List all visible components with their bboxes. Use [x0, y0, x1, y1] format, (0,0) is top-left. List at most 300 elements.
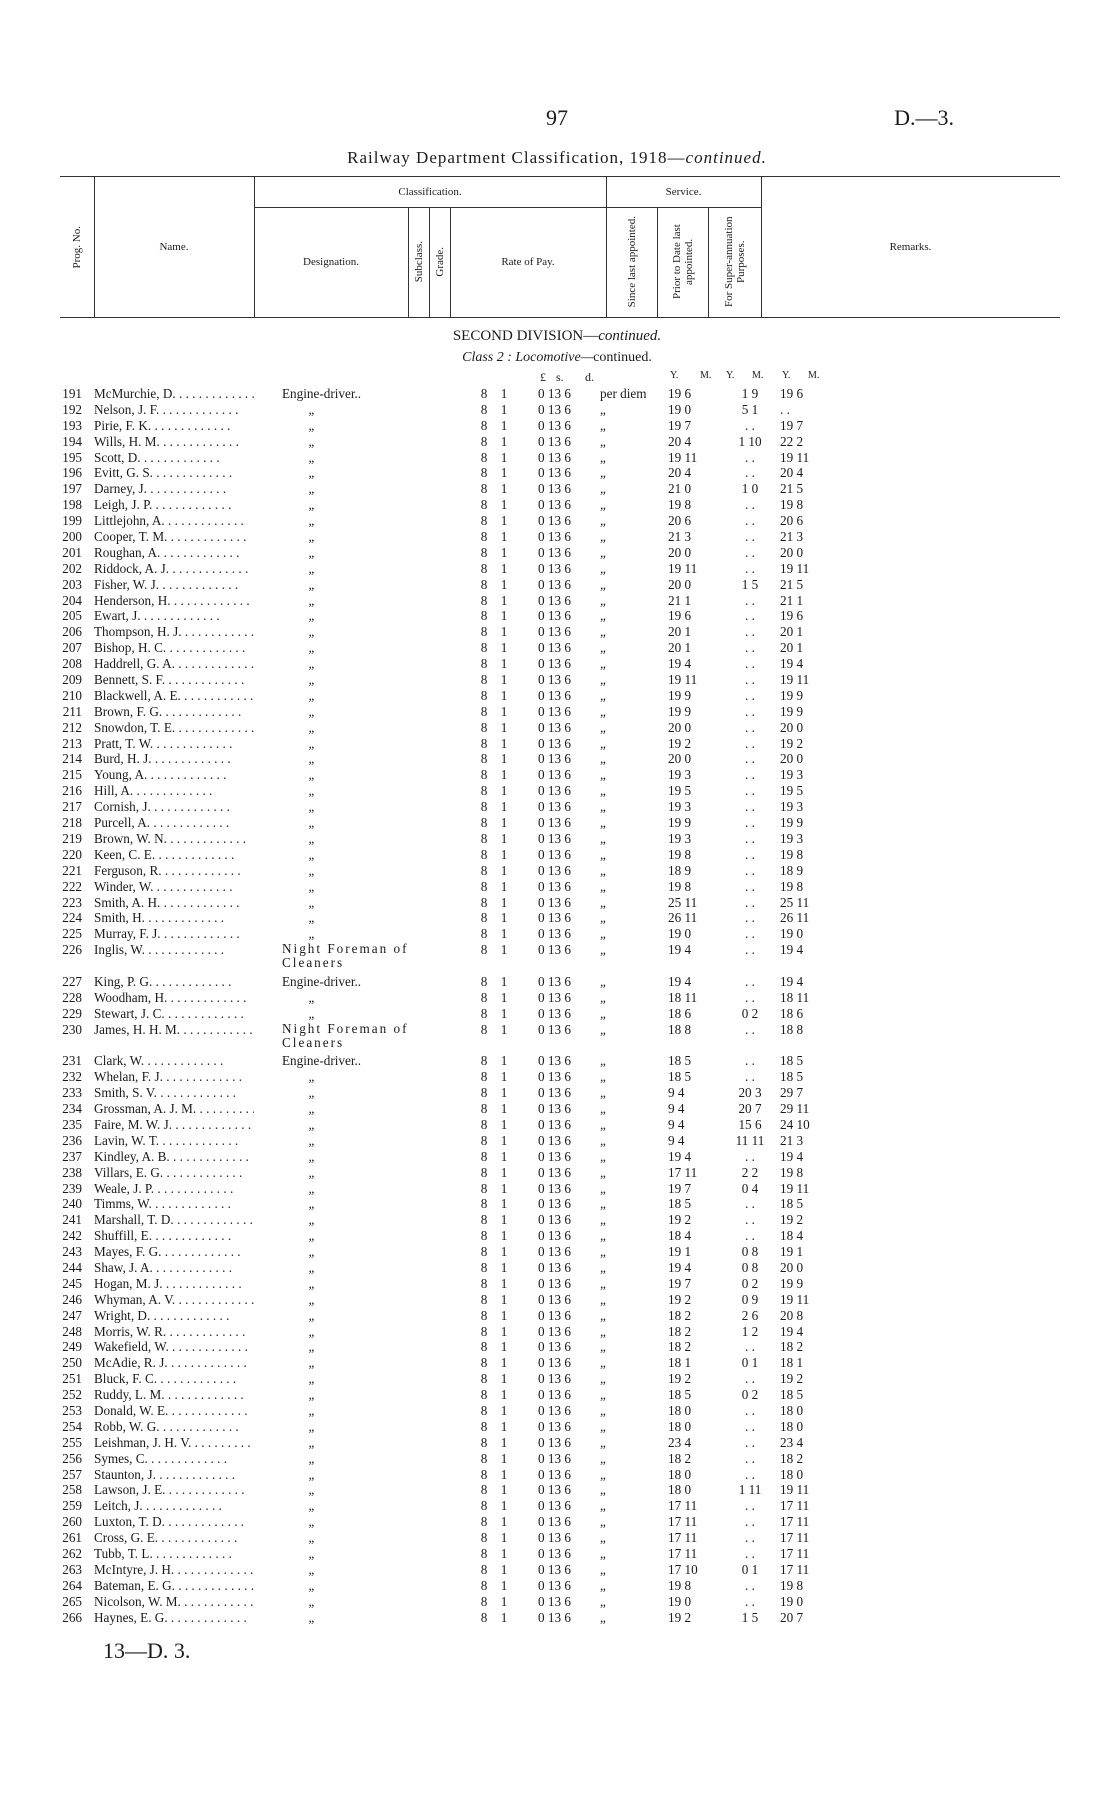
service-superannuation: 17 11 — [780, 1546, 810, 1562]
employee-name: Pratt, T. W. . . — [94, 736, 254, 752]
employee-name: Brown, W. N. . . — [94, 831, 254, 847]
table-row — [0, 1419, 1114, 1435]
service-since-appointed: 18 0 — [668, 1403, 692, 1419]
grade: 1 — [500, 1101, 508, 1117]
designation: „ — [308, 417, 316, 433]
pay-period: „ — [600, 815, 606, 831]
service-prior-to-appointment: . . — [745, 767, 755, 783]
designation: „ — [308, 576, 316, 592]
subclass: 8 — [480, 656, 488, 672]
service-superannuation: 18 2 — [780, 1339, 804, 1355]
table-row — [0, 1467, 1114, 1483]
subclass: 8 — [480, 1546, 488, 1562]
service-since-appointed: 20 0 — [668, 576, 692, 592]
service-prior-to-appointment: 0 8 — [741, 1244, 759, 1260]
prog-no: 215 — [62, 767, 82, 783]
grade: 1 — [500, 1228, 508, 1244]
pay-period: „ — [600, 767, 606, 783]
table-row — [0, 1069, 1114, 1085]
table-row — [0, 1530, 1114, 1546]
designation: „ — [308, 1466, 316, 1482]
subclass: 8 — [480, 1117, 488, 1132]
subclass: 8 — [480, 926, 488, 942]
service-since-appointed: 19 4 — [668, 942, 692, 958]
pay-period: „ — [600, 1085, 606, 1101]
service-superannuation: 18 2 — [780, 1450, 804, 1466]
designation: „ — [308, 401, 316, 417]
table-row — [0, 624, 1114, 640]
grade: 1 — [500, 1244, 508, 1260]
service-since-appointed: 21 3 — [668, 529, 692, 545]
employee-name: Evitt, G. S. . . — [94, 465, 254, 481]
designation: „ — [308, 672, 316, 688]
service-superannuation: 20 0 — [780, 751, 804, 767]
employee-name: Whelan, F. J. . . — [94, 1069, 254, 1085]
service-prior-to-appointment: . . — [745, 529, 755, 545]
grade: 1 — [500, 687, 508, 703]
table-row — [0, 704, 1114, 720]
subclass: 8 — [480, 1085, 488, 1101]
designation: „ — [308, 624, 316, 640]
service-since-appointed: 19 2 — [668, 1609, 692, 1625]
prog-no: 235 — [62, 1117, 82, 1132]
table-row — [0, 434, 1114, 450]
grade: 1 — [500, 1514, 508, 1530]
rate-of-pay: 0 13 6 — [538, 417, 571, 433]
unit-pence: d. — [585, 370, 594, 384]
service-prior-to-appointment: . . — [745, 942, 755, 958]
grade: 1 — [500, 1387, 508, 1403]
prog-no: 262 — [62, 1546, 82, 1562]
grade: 1 — [500, 1418, 508, 1434]
rate-of-pay: 0 13 6 — [538, 1466, 571, 1482]
service-prior-to-appointment: . . — [745, 1069, 755, 1085]
service-prior-to-appointment: . . — [745, 973, 755, 989]
employee-name: Cross, G. E. . . — [94, 1530, 254, 1546]
service-superannuation: 18 5 — [780, 1387, 804, 1403]
designation: „ — [308, 751, 316, 767]
rate-of-pay: 0 13 6 — [538, 687, 571, 703]
rate-of-pay: 0 13 6 — [538, 1148, 571, 1164]
subclass: 8 — [480, 401, 488, 417]
designation: „ — [308, 1323, 316, 1339]
grade: 1 — [500, 1260, 508, 1276]
table-row — [0, 942, 1114, 974]
table-row — [0, 450, 1114, 466]
service-prior-to-appointment: . . — [745, 465, 755, 481]
grade: 1 — [500, 735, 508, 751]
grade: 1 — [500, 1117, 508, 1132]
service-prior-to-appointment: . . — [745, 1212, 755, 1228]
service-since-appointed: 18 5 — [668, 1053, 692, 1069]
rate-of-pay: 0 13 6 — [538, 1403, 571, 1419]
pay-period: „ — [600, 989, 606, 1005]
prog-no: 251 — [62, 1371, 82, 1387]
subclass: 8 — [480, 719, 488, 735]
service-prior-to-appointment: . . — [745, 862, 755, 878]
employee-name: Haddrell, G. A. . . — [94, 656, 254, 672]
employee-name: Marshall, T. D. . . — [94, 1212, 254, 1228]
grade: 1 — [500, 973, 508, 989]
pay-period: „ — [600, 640, 606, 656]
service-superannuation: 18 5 — [780, 1053, 804, 1069]
employee-name: Fisher, W. J. . . — [94, 577, 254, 593]
service-superannuation: 19 9 — [780, 815, 804, 831]
pay-period: „ — [600, 672, 606, 688]
pay-period: „ — [600, 799, 606, 815]
service-superannuation: 19 8 — [780, 878, 804, 894]
grade: 1 — [500, 1307, 508, 1323]
pay-period: „ — [600, 830, 606, 846]
service-superannuation: 19 9 — [780, 687, 804, 703]
prog-no: 216 — [62, 783, 82, 799]
designation: „ — [308, 815, 316, 831]
employee-name: Staunton, J. . . — [94, 1467, 254, 1483]
designation: „ — [308, 894, 316, 910]
header-prog-no: Prog. No. — [71, 225, 83, 269]
service-since-appointed: 9 4 — [668, 1101, 685, 1117]
designation: „ — [308, 1101, 316, 1117]
designation: „ — [308, 1561, 316, 1577]
rate-of-pay: 0 13 6 — [538, 1498, 571, 1514]
employee-name: Stewart, J. C. . . — [94, 1006, 254, 1022]
employee-name: McAdie, R. J. . . — [94, 1355, 254, 1371]
subclass: 8 — [480, 1212, 488, 1228]
header-since-last-appointed: Since last appointed. — [625, 216, 638, 308]
pay-period: „ — [600, 1212, 606, 1228]
designation: „ — [308, 656, 316, 672]
pay-period: „ — [600, 1561, 606, 1577]
subclass: 8 — [480, 910, 488, 926]
designation: „ — [308, 1355, 316, 1371]
service-prior-to-appointment: . . — [745, 894, 755, 910]
table-row — [0, 593, 1114, 609]
service-prior-to-appointment: . . — [745, 513, 755, 529]
prog-no: 204 — [62, 592, 82, 608]
service-since-appointed: 18 1 — [668, 1355, 692, 1371]
service-prior-to-appointment: . . — [745, 544, 755, 560]
pay-period: „ — [600, 1609, 606, 1625]
service-superannuation: 19 5 — [780, 783, 804, 799]
service-prior-to-appointment: 0 9 — [741, 1291, 759, 1307]
service-since-appointed: 9 4 — [668, 1085, 685, 1101]
units-row — [0, 370, 1114, 386]
subclass: 8 — [480, 1021, 488, 1037]
prog-no: 208 — [62, 656, 82, 672]
grade: 1 — [500, 1005, 508, 1021]
service-prior-to-appointment: . . — [745, 846, 755, 862]
employee-name: James, H. H. M. . . — [94, 1022, 254, 1038]
subclass: 8 — [480, 783, 488, 799]
designation: „ — [308, 846, 316, 862]
service-superannuation: 17 11 — [780, 1498, 810, 1514]
designation: „ — [308, 1482, 316, 1498]
grade: 1 — [500, 1164, 508, 1180]
employee-name: McMurchie, D. . . — [94, 386, 254, 402]
pay-period: „ — [600, 1053, 606, 1069]
pay-period: „ — [600, 560, 606, 576]
document-reference: D.—3. — [894, 105, 954, 130]
pay-period: „ — [600, 1275, 606, 1291]
service-prior-to-appointment: . . — [745, 1021, 755, 1037]
designation: „ — [308, 1530, 316, 1546]
service-prior-to-appointment: . . — [745, 608, 755, 624]
grade: 1 — [500, 560, 508, 576]
service-superannuation: 21 1 — [780, 592, 804, 608]
prog-no: 243 — [62, 1244, 82, 1260]
prog-no: 209 — [62, 672, 82, 688]
table-row — [0, 656, 1114, 672]
service-prior-to-appointment: 1 10 — [738, 433, 762, 449]
designation: „ — [308, 830, 316, 846]
grade: 1 — [500, 656, 508, 672]
pay-period: „ — [600, 1180, 606, 1196]
grade: 1 — [500, 1180, 508, 1196]
service-since-appointed: 18 11 — [668, 989, 698, 1005]
pay-period: „ — [600, 894, 606, 910]
subclass: 8 — [480, 624, 488, 640]
subclass: 8 — [480, 1498, 488, 1514]
prog-no: 238 — [62, 1164, 82, 1180]
prog-no: 199 — [62, 513, 82, 529]
subclass: 8 — [480, 1339, 488, 1355]
designation: „ — [308, 1418, 316, 1434]
service-superannuation: 19 3 — [780, 799, 804, 815]
table-row — [0, 529, 1114, 545]
table-row — [0, 895, 1114, 911]
grade: 1 — [500, 481, 508, 497]
prog-no: 265 — [62, 1593, 82, 1609]
prog-no: 201 — [62, 544, 82, 560]
rate-of-pay: 0 13 6 — [538, 735, 571, 751]
subclass: 8 — [480, 751, 488, 767]
service-since-appointed: 18 5 — [668, 1387, 692, 1403]
service-since-appointed: 19 4 — [668, 1148, 692, 1164]
grade: 1 — [500, 401, 508, 417]
subclass: 8 — [480, 942, 488, 958]
rate-of-pay: 0 13 6 — [538, 449, 571, 465]
employee-name: Symes, C. . . — [94, 1451, 254, 1467]
rate-of-pay: 0 13 6 — [538, 1339, 571, 1355]
table-row — [0, 1324, 1114, 1340]
service-prior-to-appointment: . . — [745, 989, 755, 1005]
service-prior-to-appointment: . . — [745, 1530, 755, 1546]
pay-period: „ — [600, 1117, 606, 1132]
service-since-appointed: 19 8 — [668, 1577, 692, 1593]
service-prior-to-appointment: 0 2 — [741, 1005, 759, 1021]
service-superannuation: 18 1 — [780, 1355, 804, 1371]
rate-of-pay: 0 13 6 — [538, 497, 571, 513]
subclass: 8 — [480, 544, 488, 560]
rate-of-pay: 0 13 6 — [538, 1196, 571, 1212]
grade: 1 — [500, 1530, 508, 1546]
service-superannuation: 22 2 — [780, 433, 804, 449]
grade: 1 — [500, 846, 508, 862]
rate-of-pay: 0 13 6 — [538, 560, 571, 576]
subclass: 8 — [480, 1593, 488, 1609]
subclass: 8 — [480, 1434, 488, 1450]
service-since-appointed: 19 11 — [668, 560, 698, 576]
prog-no: 231 — [62, 1053, 82, 1069]
employee-name: Young, A. . . — [94, 767, 254, 783]
subclass: 8 — [480, 592, 488, 608]
subclass: 8 — [480, 1466, 488, 1482]
employee-name: Lavin, W. T. . . — [94, 1133, 254, 1149]
table-row — [0, 974, 1114, 990]
subclass: 8 — [480, 1164, 488, 1180]
subclass: 8 — [480, 1005, 488, 1021]
service-since-appointed: 19 2 — [668, 1212, 692, 1228]
rate-of-pay: 0 13 6 — [538, 751, 571, 767]
table-row — [0, 1387, 1114, 1403]
service-prior-to-appointment: . . — [745, 815, 755, 831]
pay-period: „ — [600, 1482, 606, 1498]
service-since-appointed: 18 4 — [668, 1228, 692, 1244]
service-superannuation: 18 0 — [780, 1403, 804, 1419]
grade: 1 — [500, 1577, 508, 1593]
service-prior-to-appointment: 20 3 — [738, 1085, 762, 1101]
grade: 1 — [500, 513, 508, 529]
grade: 1 — [500, 1609, 508, 1625]
service-superannuation: 19 11 — [780, 1291, 810, 1307]
rate-of-pay: 0 13 6 — [538, 1228, 571, 1244]
employee-name: Roughan, A. . . — [94, 545, 254, 561]
service-prior-to-appointment: 1 9 — [741, 386, 759, 401]
rate-of-pay: 0 13 6 — [538, 1482, 571, 1498]
table-row — [0, 418, 1114, 434]
service-since-appointed: 19 1 — [668, 1244, 692, 1260]
table-row — [0, 1260, 1114, 1276]
prog-no: 239 — [62, 1180, 82, 1196]
pay-period: „ — [600, 703, 606, 719]
prog-no: 220 — [62, 846, 82, 862]
service-superannuation: . . — [780, 401, 790, 417]
pay-period: „ — [600, 942, 606, 958]
service-since-appointed: 17 11 — [668, 1498, 698, 1514]
service-prior-to-appointment: 20 7 — [738, 1101, 762, 1117]
employee-name: Bishop, H. C. . . — [94, 640, 254, 656]
pay-period: „ — [600, 1132, 606, 1148]
rate-of-pay: 0 13 6 — [538, 386, 571, 401]
rate-of-pay: 0 13 6 — [538, 1434, 571, 1450]
pay-period: „ — [600, 1434, 606, 1450]
table-row — [0, 402, 1114, 418]
service-prior-to-appointment: 0 1 — [741, 1561, 759, 1577]
prog-no: 254 — [62, 1418, 82, 1434]
service-since-appointed: 20 4 — [668, 465, 692, 481]
service-superannuation: 20 1 — [780, 624, 804, 640]
pay-period: „ — [600, 497, 606, 513]
rate-of-pay: 0 13 6 — [538, 1117, 571, 1132]
service-since-appointed: 19 11 — [668, 672, 698, 688]
service-superannuation: 19 3 — [780, 830, 804, 846]
employee-name: Villars, E. G. . . — [94, 1165, 254, 1181]
designation: „ — [308, 640, 316, 656]
employee-name: Donald, W. E. . . — [94, 1403, 254, 1419]
prog-no: 226 — [62, 942, 82, 958]
subclass: 8 — [480, 1069, 488, 1085]
service-prior-to-appointment: . . — [745, 1498, 755, 1514]
service-prior-to-appointment: . . — [745, 1053, 755, 1069]
service-prior-to-appointment: . . — [745, 417, 755, 433]
service-superannuation: 20 4 — [780, 465, 804, 481]
service-superannuation: 19 0 — [780, 1593, 804, 1609]
designation: „ — [308, 719, 316, 735]
designation: „ — [308, 1196, 316, 1212]
service-since-appointed: 19 8 — [668, 878, 692, 894]
prog-no: 195 — [62, 449, 82, 465]
designation: Engine-driver.. — [282, 386, 362, 401]
prog-no: 227 — [62, 973, 82, 989]
employee-name: Hogan, M. J. . . — [94, 1276, 254, 1292]
designation: „ — [308, 1514, 316, 1530]
service-prior-to-appointment: . . — [745, 1371, 755, 1387]
grade: 1 — [500, 529, 508, 545]
service-since-appointed: 19 8 — [668, 846, 692, 862]
service-since-appointed: 19 7 — [668, 1180, 692, 1196]
rate-of-pay: 0 13 6 — [538, 544, 571, 560]
pay-period: „ — [600, 1101, 606, 1117]
prog-no: 223 — [62, 894, 82, 910]
prog-no: 258 — [62, 1482, 82, 1498]
prog-no: 240 — [62, 1196, 82, 1212]
pay-period: „ — [600, 1403, 606, 1419]
rate-of-pay: 0 13 6 — [538, 1561, 571, 1577]
rate-of-pay: 0 13 6 — [538, 672, 571, 688]
grade: 1 — [500, 386, 508, 401]
service-since-appointed: 17 10 — [668, 1561, 698, 1577]
unit-m3: M. — [808, 370, 820, 381]
designation: „ — [308, 1275, 316, 1291]
table-row — [0, 799, 1114, 815]
grade: 1 — [500, 1466, 508, 1482]
designation: „ — [308, 433, 316, 449]
employee-name: Clark, W. . . — [94, 1053, 254, 1069]
rate-of-pay: 0 13 6 — [538, 1371, 571, 1387]
subclass: 8 — [480, 1132, 488, 1148]
designation: „ — [308, 560, 316, 576]
service-prior-to-appointment: 1 5 — [741, 1609, 759, 1625]
prog-no: 211 — [62, 703, 82, 719]
pay-period: „ — [600, 401, 606, 417]
employee-name: Keen, C. E. . . — [94, 847, 254, 863]
designation: „ — [308, 481, 316, 497]
table-row — [0, 1578, 1114, 1594]
designation: „ — [308, 1117, 316, 1132]
grade: 1 — [500, 1498, 508, 1514]
employee-name: Lawson, J. E. . . — [94, 1482, 254, 1498]
service-superannuation: 19 9 — [780, 1275, 804, 1291]
designation: „ — [308, 1244, 316, 1260]
service-prior-to-appointment: 0 2 — [741, 1387, 759, 1403]
service-prior-to-appointment: 0 2 — [741, 1275, 759, 1291]
service-since-appointed: 19 5 — [668, 783, 692, 799]
prog-no: 234 — [62, 1101, 82, 1117]
prog-no: 205 — [62, 608, 82, 624]
pay-period: „ — [600, 592, 606, 608]
service-since-appointed: 18 0 — [668, 1466, 692, 1482]
service-since-appointed: 19 6 — [668, 608, 692, 624]
grade: 1 — [500, 799, 508, 815]
prog-no: 228 — [62, 989, 82, 1005]
grade: 1 — [500, 497, 508, 513]
table-row — [0, 497, 1114, 513]
service-superannuation: 21 5 — [780, 481, 804, 497]
table-row — [0, 481, 1114, 497]
designation: „ — [308, 592, 316, 608]
designation: „ — [308, 1132, 316, 1148]
designation: „ — [308, 1260, 316, 1276]
